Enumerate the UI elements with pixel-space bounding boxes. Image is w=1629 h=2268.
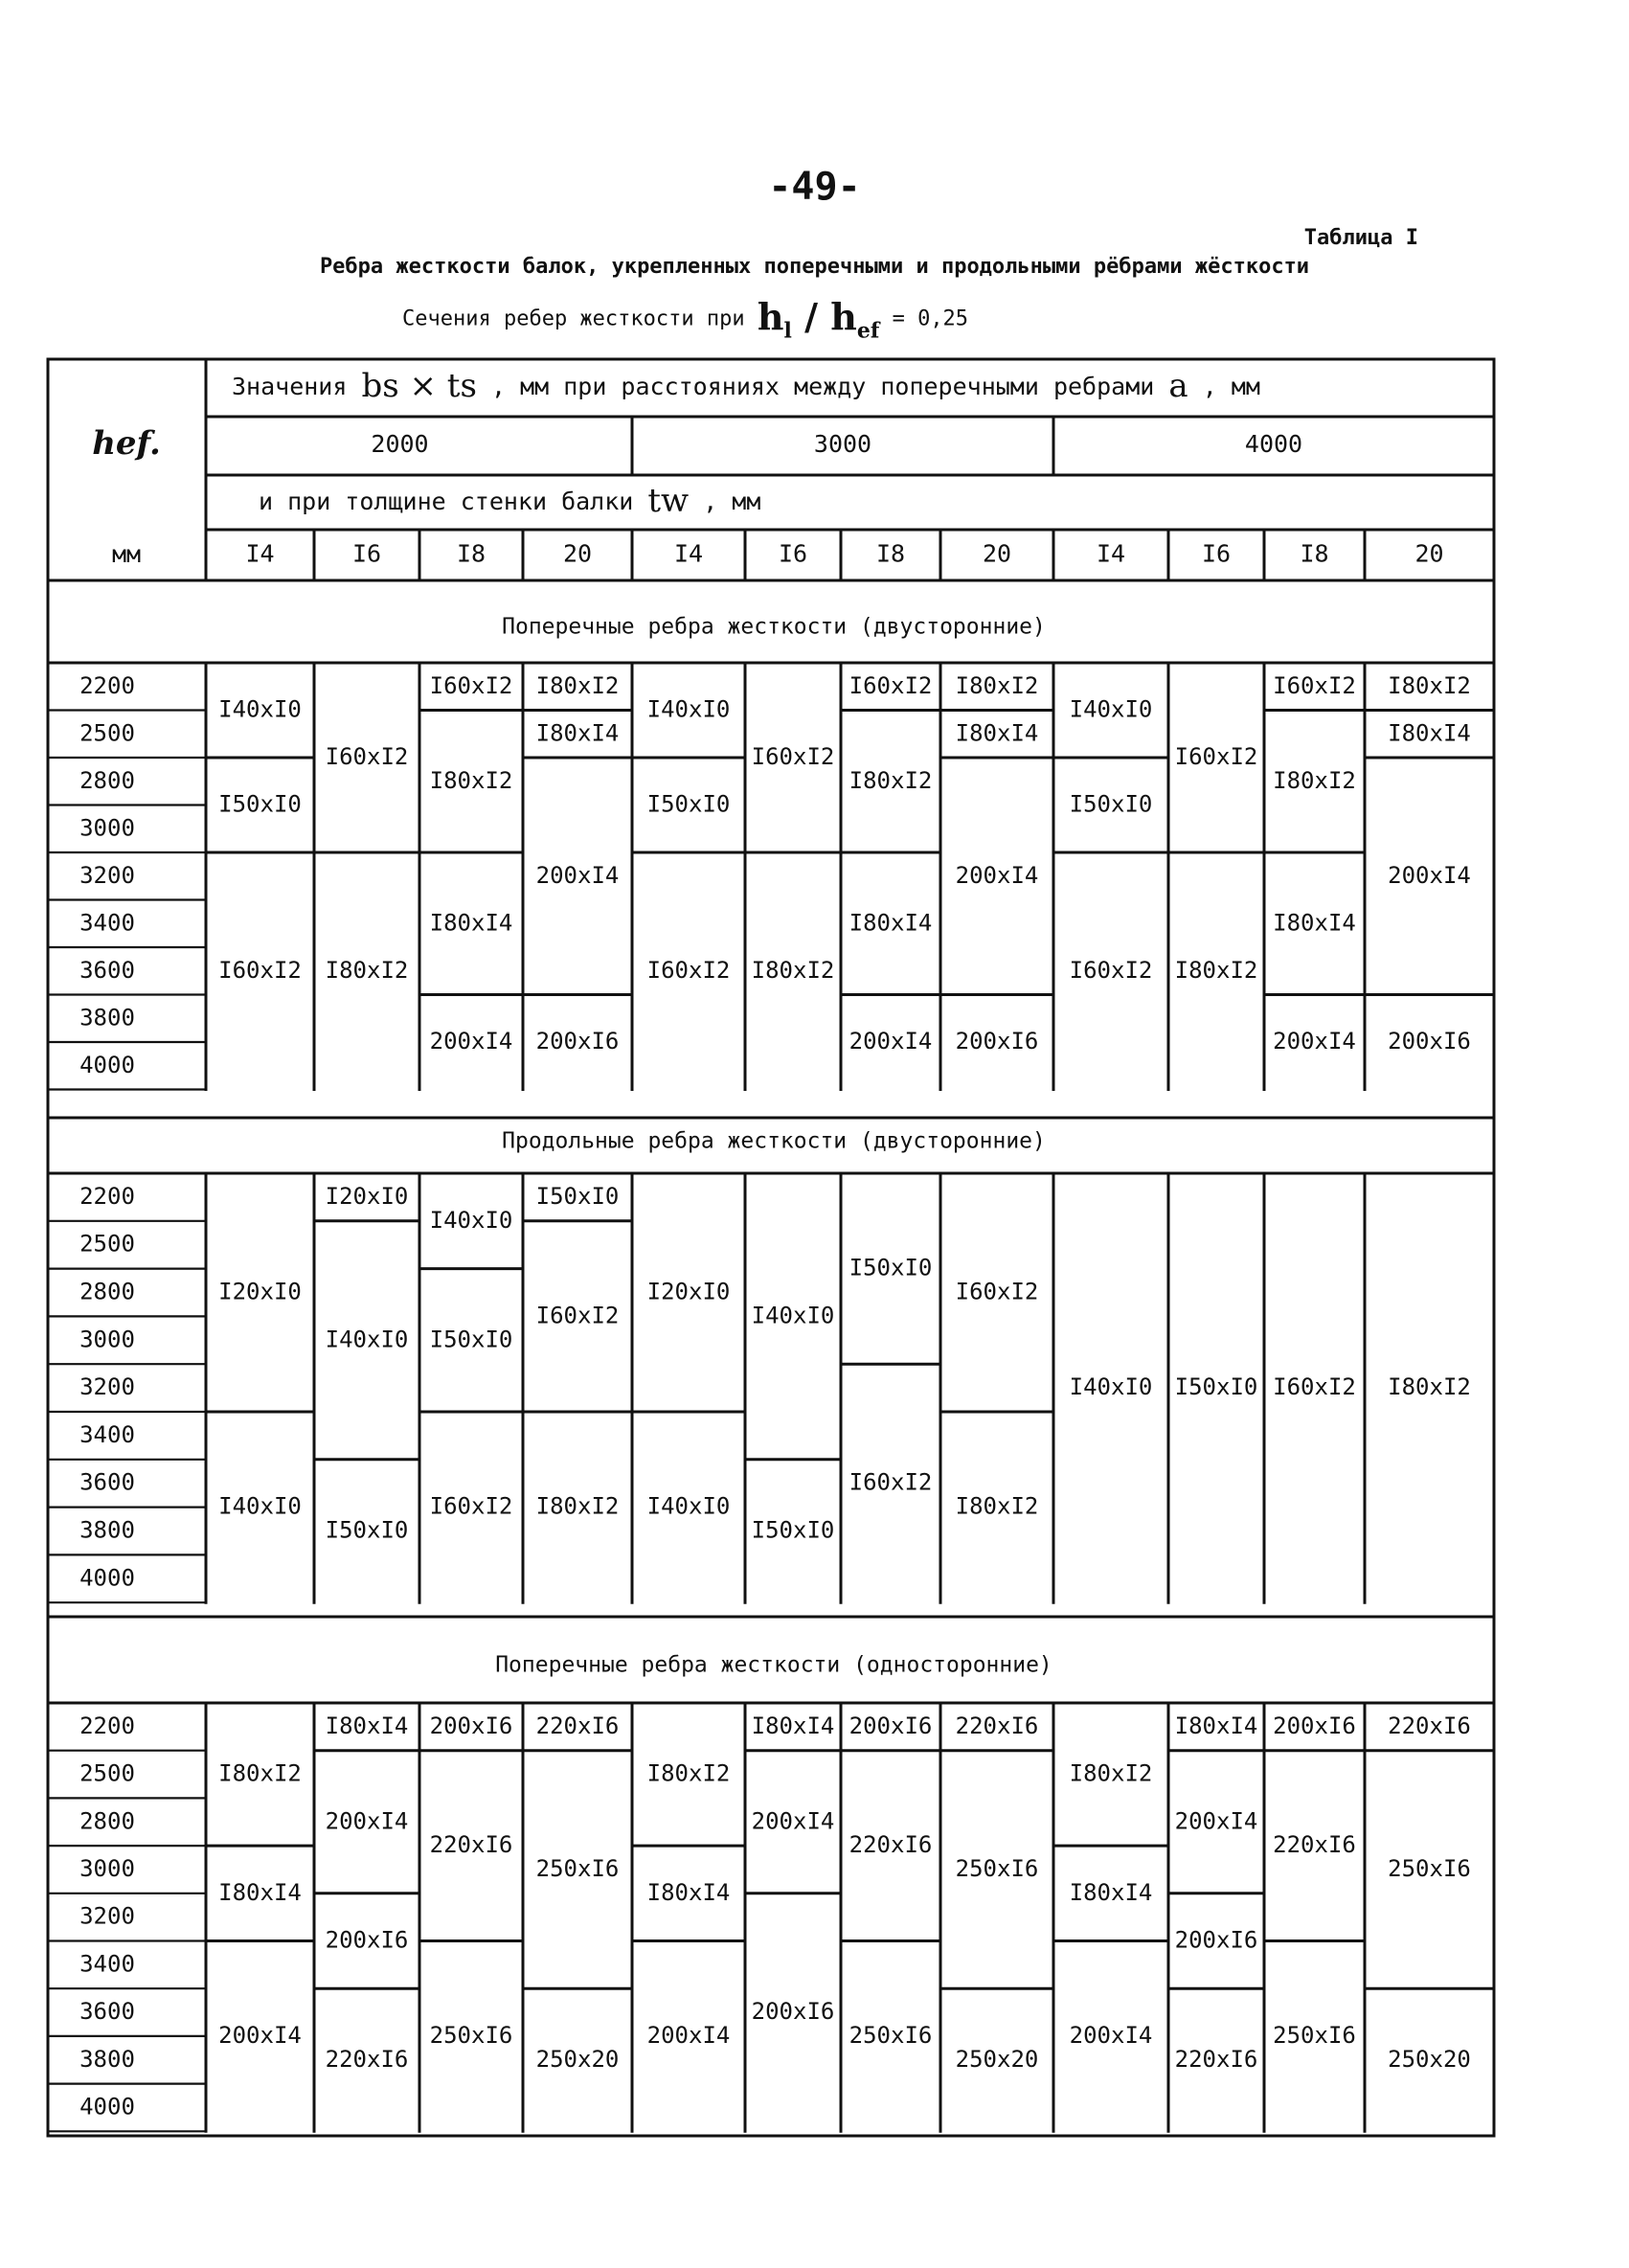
row-label-hef-2500: 2500 xyxy=(79,1759,135,1787)
stiffener-section-cell: I60xI2 xyxy=(848,1468,933,1496)
stiffener-section-cell: 200xI4 xyxy=(1174,1807,1258,1835)
stiffener-section-cell: 200xI6 xyxy=(1388,1028,1471,1055)
bs-ts-symbol: bs × ts xyxy=(361,367,477,405)
stiffener-section-cell: 200xI4 xyxy=(535,861,620,889)
thickness-1: I4 xyxy=(245,539,275,568)
stiffener-section-cell: 200xI6 xyxy=(848,1712,933,1739)
stiffener-section-cell: I80xI2 xyxy=(535,671,620,699)
table-text xyxy=(79,367,1471,2120)
stiffener-section-cell: 250x20 xyxy=(955,2045,1039,2073)
stiffener-section-cell: I80xI4 xyxy=(535,719,620,747)
stiffener-section-cell: I80xI4 xyxy=(646,1878,731,1906)
row-label-hef-4000: 4000 xyxy=(79,1564,135,1592)
stiffener-section-cell: I80xI2 xyxy=(535,1492,620,1520)
stiffener-section-cell: I40xI0 xyxy=(429,1206,513,1234)
stiffener-section-cell: I80xI2 xyxy=(1069,1759,1153,1787)
spacing-4000: 4000 xyxy=(1244,430,1303,458)
stiffener-section-cell: I40xI0 xyxy=(325,1326,409,1353)
stiffener-section-cell: 250xI6 xyxy=(1388,1854,1471,1882)
tw-prefix: и при толщине стенки балки xyxy=(259,488,648,515)
row-label-hef-3000: 3000 xyxy=(79,814,135,842)
table-label: Таблица I xyxy=(1303,226,1418,250)
stiffener-section-cell: I80xI2 xyxy=(955,671,1039,699)
row-label-hef-3600: 3600 xyxy=(79,956,135,984)
stiffener-section-cell: I20xI0 xyxy=(218,1278,302,1305)
row-label-hef-3400: 3400 xyxy=(79,1950,135,1978)
stiffener-section-cell: I50xI0 xyxy=(325,1516,409,1544)
stiffener-section-cell: I60xI2 xyxy=(1174,743,1258,770)
row-label-hef-4000: 4000 xyxy=(79,2093,135,2121)
row-label-hef-3400: 3400 xyxy=(79,909,135,937)
stiffener-section-cell: 200xI4 xyxy=(218,2021,302,2049)
stiffener-section-cell: 200xI6 xyxy=(955,1028,1039,1055)
stiffener-section-cell: 220xI6 xyxy=(848,1831,933,1859)
stiffener-section-cell: I60xI2 xyxy=(646,956,731,984)
stiffener-section-cell: I50xI0 xyxy=(1174,1373,1258,1401)
thickness-2: I6 xyxy=(351,539,382,568)
stiffener-section-cell: I80xI2 xyxy=(751,956,835,984)
stiffener-section-cell: 200xI4 xyxy=(325,1807,409,1835)
stiffener-section-cell: I60xI2 xyxy=(429,1492,513,1520)
stiffener-section-cell: 220xI6 xyxy=(325,2045,409,2073)
stiffener-section-cell: 200xI6 xyxy=(1174,1926,1258,1954)
thickness-11: I8 xyxy=(1300,539,1329,568)
stiffener-section-cell: I80xI2 xyxy=(1388,1373,1471,1401)
stiffener-section-cell: I40xI0 xyxy=(751,1302,835,1329)
stiffener-section-cell: 200xI4 xyxy=(1273,1028,1356,1055)
thickness-4: 20 xyxy=(562,539,593,568)
thickness-10: I6 xyxy=(1201,539,1232,568)
ratio-formula: $h_l / h_{ef}$ xyxy=(757,295,880,344)
thickness-5: I4 xyxy=(673,539,704,568)
tw-symbol: tw xyxy=(647,482,690,520)
stiffener-section-cell: I60xI2 xyxy=(848,671,933,699)
stiffener-section-cell: 200xI4 xyxy=(751,1807,835,1835)
stiffener-section-cell: 250xI6 xyxy=(429,2021,513,2049)
section-title-3: Поперечные ребра жесткости (односторонние) xyxy=(495,1652,1052,1678)
ratio-rhs-sub: ef xyxy=(856,318,880,344)
stiffener-section-cell: 220xI6 xyxy=(535,1712,620,1739)
thickness-12: 20 xyxy=(1414,539,1444,568)
row-label-hef-3200: 3200 xyxy=(79,1902,135,1930)
ratio-lhs: h xyxy=(757,295,784,338)
stiffener-section-cell: 250xI6 xyxy=(955,1854,1039,1882)
stiffener-section-cell: 200xI6 xyxy=(751,1998,835,2026)
stiffener-section-cell: I50xI0 xyxy=(848,1254,933,1281)
stiffener-section-cell: 220xI6 xyxy=(955,1712,1039,1739)
stiffener-section-cell: I50xI0 xyxy=(218,790,302,818)
stiffener-section-cell: I60xI2 xyxy=(751,743,835,770)
stiffener-section-cell: I60xI2 xyxy=(1069,956,1153,984)
values-prefix: Значения xyxy=(232,373,362,400)
stiffener-section-cell: I50xI0 xyxy=(535,1182,620,1210)
stiffener-section-cell: 250xI6 xyxy=(1273,2021,1356,2049)
row-label-hef-3600: 3600 xyxy=(79,1998,135,2026)
row-label-hef-3000: 3000 xyxy=(79,1854,135,1882)
row-label-hef-2500: 2500 xyxy=(79,1230,135,1258)
stiffener-section-cell: I80xI2 xyxy=(1174,956,1258,984)
a-symbol: a xyxy=(1168,367,1188,405)
stiffener-section-cell: I40xI0 xyxy=(1069,695,1153,723)
row-label-hef-4000: 4000 xyxy=(79,1051,135,1078)
stiffener-section-cell: I80xI2 xyxy=(429,766,513,794)
stiffener-section-cell: I80xI2 xyxy=(646,1759,731,1787)
stiffener-section-cell: 200xI4 xyxy=(955,861,1039,889)
stiffener-section-cell: I60xI2 xyxy=(218,956,302,984)
stiffener-section-cell: 200xI4 xyxy=(646,2021,731,2049)
stiffener-section-cell: I80xI4 xyxy=(751,1712,835,1739)
ratio-value: = 0,25 xyxy=(892,306,969,331)
stiffener-section-cell: I20xI0 xyxy=(646,1278,731,1305)
stiffener-section-cell: I80xI4 xyxy=(848,909,933,937)
values-suffix: , мм xyxy=(1188,373,1260,400)
stiffener-section-cell: I80xI2 xyxy=(218,1759,302,1787)
stiffener-section-cell: 250x20 xyxy=(1388,2045,1471,2073)
stiffener-section-cell: I40xI0 xyxy=(646,695,731,723)
row-label-hef-2200: 2200 xyxy=(79,671,135,699)
thickness-8: 20 xyxy=(982,539,1012,568)
stiffener-section-cell: I60xI2 xyxy=(429,671,513,699)
row-label-hef-2200: 2200 xyxy=(79,1712,135,1739)
ratio-lhs-sub: l xyxy=(783,318,792,344)
thickness-3: I8 xyxy=(456,539,486,568)
stiffener-section-cell: I50xI0 xyxy=(646,790,731,818)
row-label-hef-3000: 3000 xyxy=(79,1326,135,1353)
stiffener-section-cell: I60xI2 xyxy=(1273,1373,1356,1401)
row-label-hef-2500: 2500 xyxy=(79,719,135,747)
stiffener-section-cell: I40xI0 xyxy=(1069,1373,1153,1401)
stiffener-section-cell: I50xI0 xyxy=(751,1516,835,1544)
stiffener-section-cell: I80xI2 xyxy=(848,766,933,794)
values-caption xyxy=(232,367,1260,405)
stiffener-section-cell: I80xI4 xyxy=(1388,719,1471,747)
hef-label: hef. xyxy=(92,424,161,463)
row-label-hef-3800: 3800 xyxy=(79,1004,135,1032)
stiffener-section-cell: 220xI6 xyxy=(1388,1712,1471,1739)
stiffener-section-cell: I80xI4 xyxy=(429,909,513,937)
stiffener-section-cell: 200xI4 xyxy=(429,1028,513,1055)
section-title-1: Поперечные ребра жесткости (двусторонние) xyxy=(502,614,1046,640)
row-label-hef-2800: 2800 xyxy=(79,766,135,794)
stiffener-section-cell: I60xI2 xyxy=(535,1302,620,1329)
ratio-rhs: h xyxy=(830,295,857,338)
row-label-hef-3600: 3600 xyxy=(79,1468,135,1496)
stiffener-section-cell: 250xI6 xyxy=(848,2021,933,2049)
thickness-7: I8 xyxy=(875,539,906,568)
stiffener-section-cell: I40xI0 xyxy=(218,695,302,723)
row-label-hef-3200: 3200 xyxy=(79,1373,135,1401)
stiffener-section-cell: I60xI2 xyxy=(325,743,409,770)
stiffener-section-cell: I20xI0 xyxy=(325,1182,409,1210)
row-label-hef-2800: 2800 xyxy=(79,1278,135,1305)
stiffener-section-cell: I80xI4 xyxy=(1273,909,1356,937)
stiffener-section-cell: 220xI6 xyxy=(1273,1831,1356,1859)
section-title-2: Продольные ребра жесткости (двусторонние) xyxy=(502,1128,1046,1154)
unit-label: мм xyxy=(111,540,142,568)
row-label-hef-3800: 3800 xyxy=(79,2045,135,2073)
stiffener-section-cell: 250xI6 xyxy=(535,1854,620,1882)
row-label-hef-3400: 3400 xyxy=(79,1420,135,1448)
stiffener-section-cell: 200xI6 xyxy=(325,1926,409,1954)
stiffener-section-cell: I80xI4 xyxy=(955,719,1039,747)
stiffener-section-cell: 200xI4 xyxy=(848,1028,933,1055)
stiffener-section-cell: I50xI0 xyxy=(429,1326,513,1353)
thickness-9: I4 xyxy=(1096,539,1126,568)
stiffener-section-cell: I80xI2 xyxy=(955,1492,1039,1520)
thickness-6: I6 xyxy=(778,539,808,568)
stiffener-section-cell: I40xI0 xyxy=(646,1492,731,1520)
stiffener-section-cell: 250x20 xyxy=(535,2045,620,2073)
stiffener-section-cell: 200xI6 xyxy=(1273,1712,1356,1739)
stiffener-section-cell: I80xI2 xyxy=(1273,766,1356,794)
spacing-3000: 3000 xyxy=(813,430,872,458)
stiffener-section-cell: I50xI0 xyxy=(1069,790,1153,818)
tw-caption xyxy=(259,482,760,520)
stiffener-section-cell: I80xI4 xyxy=(1069,1878,1153,1906)
stiffener-section-cell: I80xI4 xyxy=(218,1878,302,1906)
subtitle-text: Сечения ребер жесткости при xyxy=(402,306,745,331)
stiffener-section-cell: I40xI0 xyxy=(218,1492,302,1520)
stiffener-section-cell: 200xI6 xyxy=(535,1028,620,1055)
tw-suffix: , мм xyxy=(689,488,761,515)
stiffener-section-cell: I80xI4 xyxy=(325,1712,409,1739)
row-label-hef-2200: 2200 xyxy=(79,1182,135,1210)
stiffener-section-cell: I80xI2 xyxy=(325,956,409,984)
stiffener-section-cell: I80xI4 xyxy=(1174,1712,1258,1739)
row-label-hef-3200: 3200 xyxy=(79,861,135,889)
stiffener-section-cell: 200xI4 xyxy=(1388,861,1471,889)
page-number: -49- xyxy=(768,165,861,209)
stiffener-section-cell: I60xI2 xyxy=(955,1278,1039,1305)
stiffener-section-cell: 200xI6 xyxy=(429,1712,513,1739)
stiffener-section-cell: 220xI6 xyxy=(429,1831,513,1859)
row-label-hef-2800: 2800 xyxy=(79,1807,135,1835)
stiffener-section-cell: I80xI2 xyxy=(1388,671,1471,699)
row-label-hef-3800: 3800 xyxy=(79,1516,135,1544)
table-title: Ребра жесткости балок, укрепленных поперечными и продольными рёбрами жёсткости xyxy=(319,255,1310,279)
spacing-2000: 2000 xyxy=(371,430,429,458)
stiffener-section-cell: I60xI2 xyxy=(1273,671,1356,699)
stiffener-section-cell: 220xI6 xyxy=(1174,2045,1258,2073)
values-middle: , мм при расстояниях между поперечными ребрами xyxy=(476,373,1169,400)
stiffener-section-cell: 200xI4 xyxy=(1069,2021,1153,2049)
